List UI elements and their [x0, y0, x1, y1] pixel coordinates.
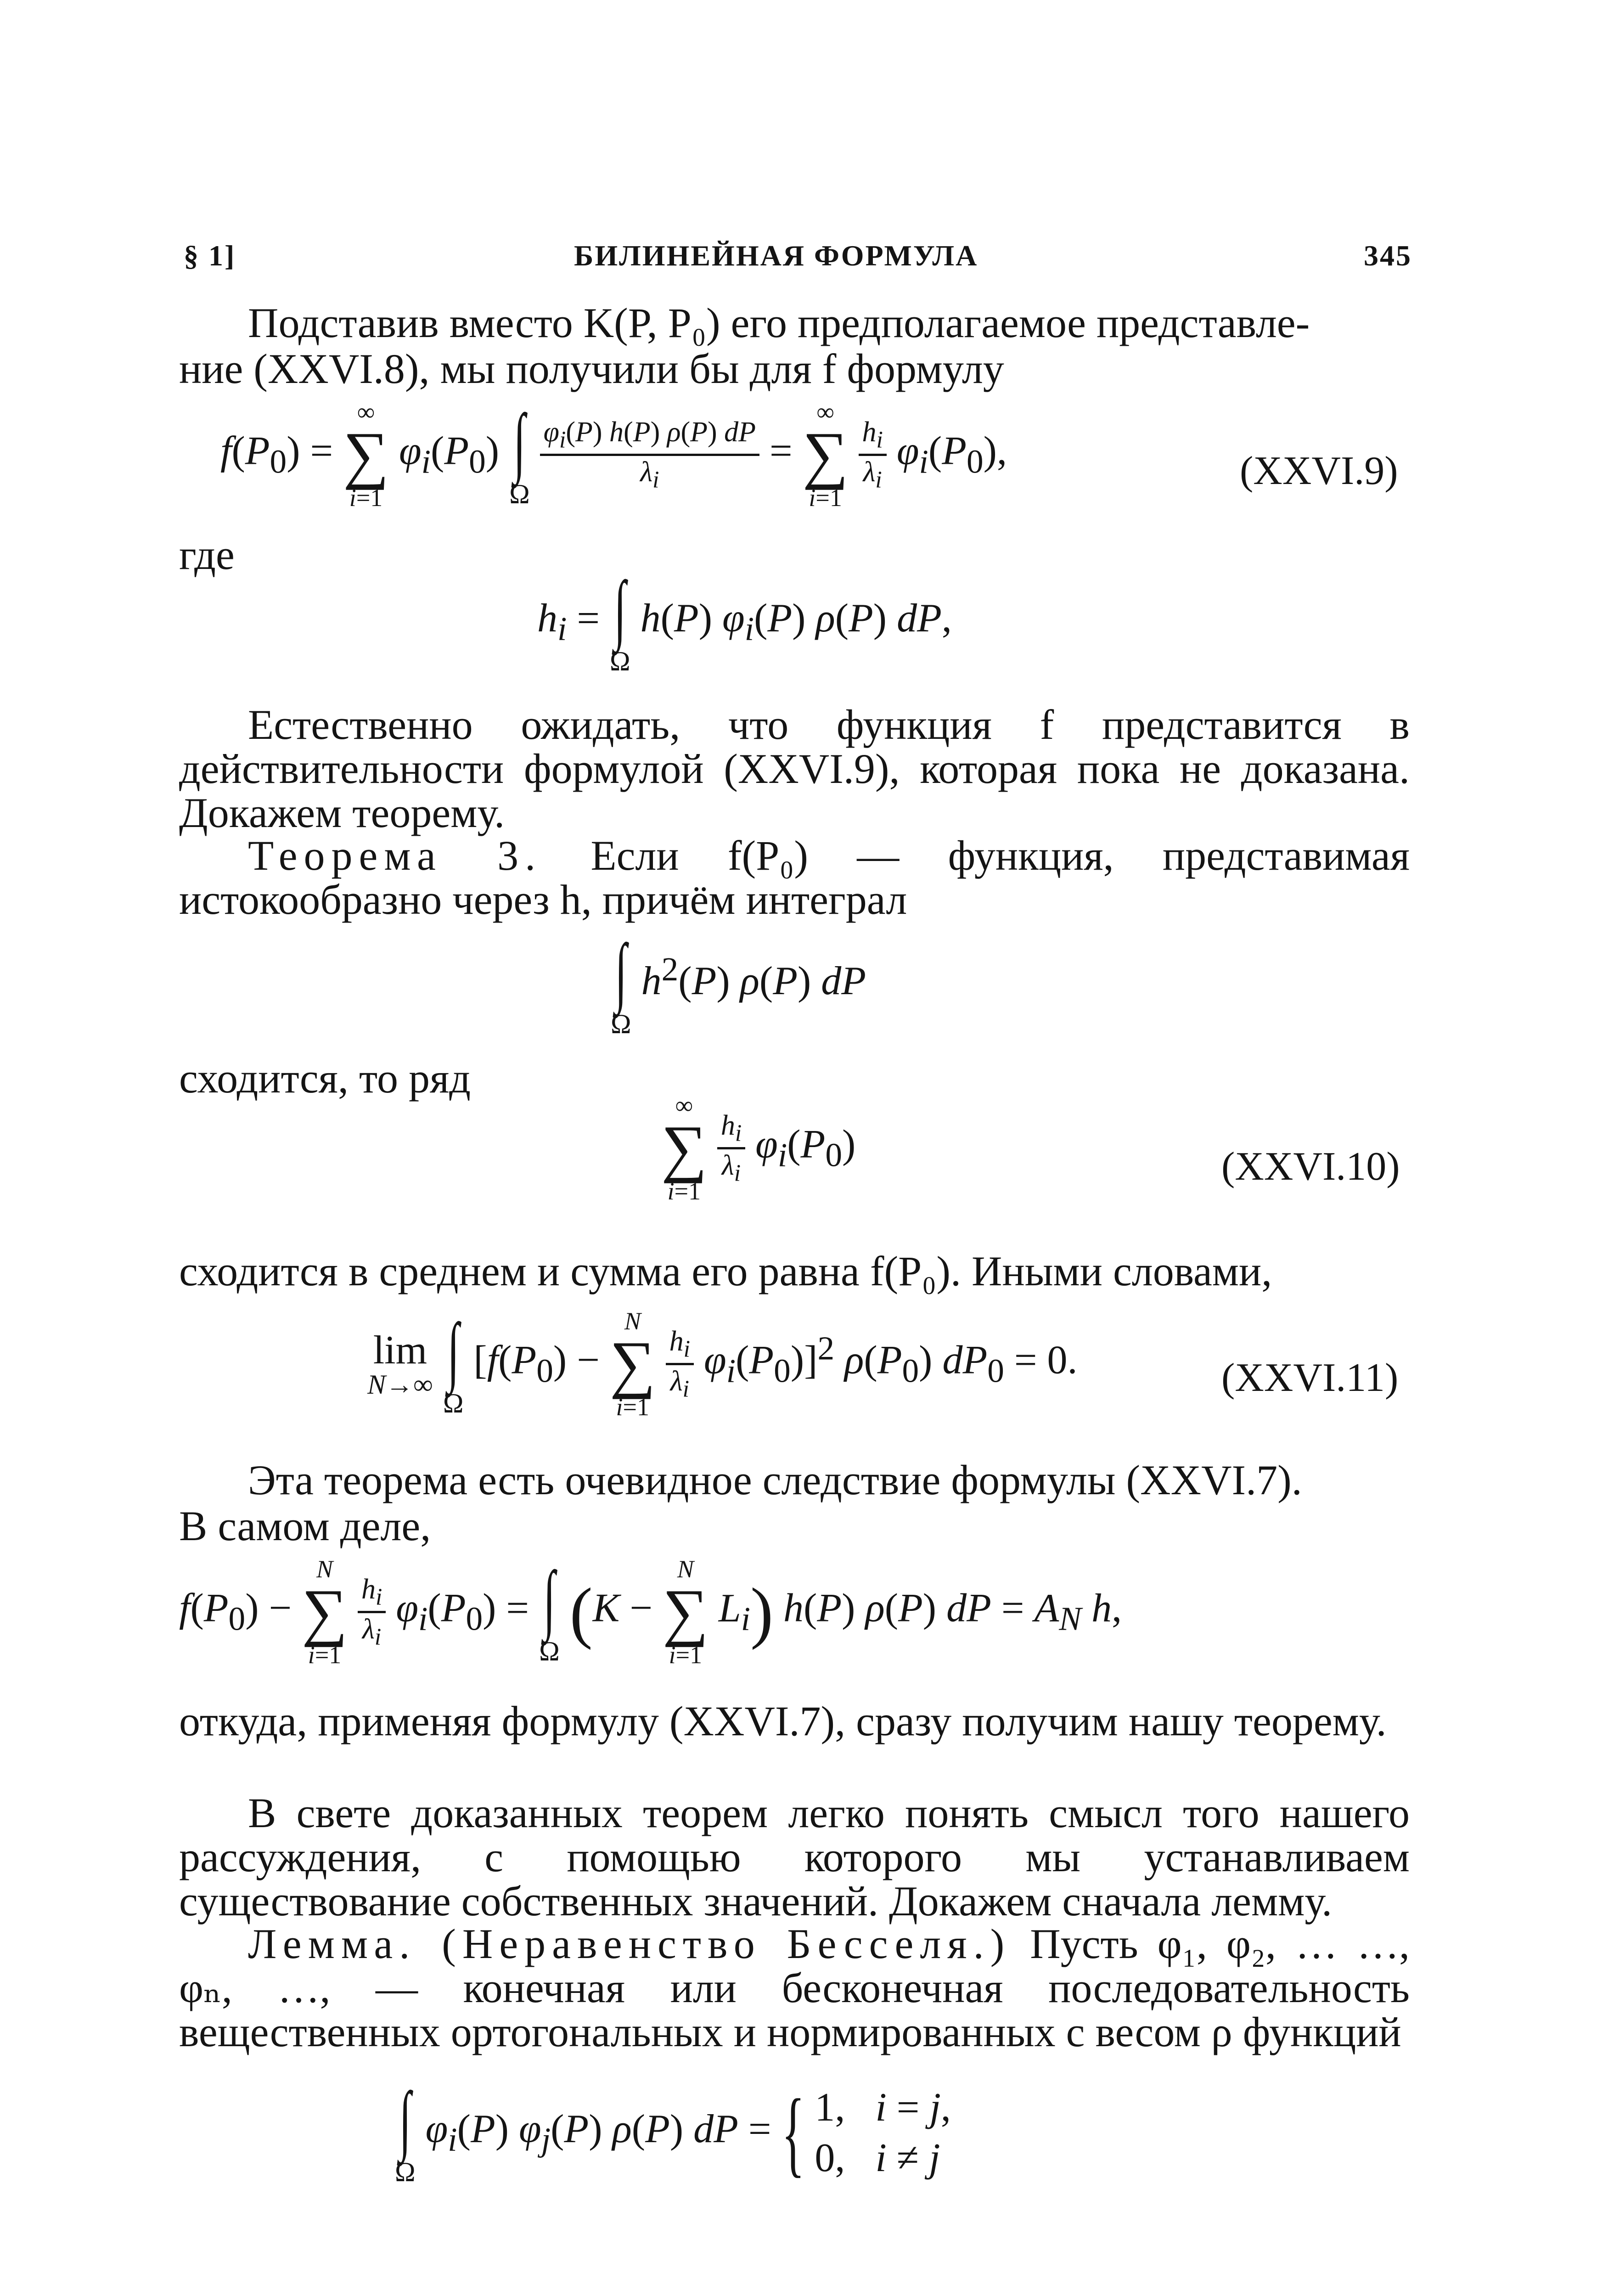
paragraph-4-line-2: В самом деле, — [179, 1503, 431, 1549]
equation-tag-xxvi-9: (XXVI.9) — [1240, 449, 1398, 493]
equation-tag-xxvi-10: (XXVI.10) — [1221, 1144, 1400, 1189]
equation-h-squared-integral: ∫ Ω $h^2(P)$ ρ(P) dP — [611, 928, 866, 1039]
equation-xxvi-9: $f(P_0)$ = ∞ ∑ i=1 $\varphi_i(P_0)$ ∫ Ω $\frac{\varphi_i(P) h(P) \rho(P) dP}{\lambda_i}$ = ∞ ∑ i=1 $\frac{h_i}{\lambda_i}$ $\varphi_i(P_0)$, — [220, 398, 1007, 512]
theorem-3 — [179, 833, 1410, 922]
equation-xxvi-11: lim N→∞ ∫ Ω [$f(P_0)$ − N ∑ i=1 $\frac{h_i}{\lambda_i}$ $\varphi_i(P_0)]^2$ $\rho(P_0) dP_0 = 0$. — [367, 1307, 1078, 1421]
equation-remainder: $f(P_0)$ − N ∑ i=1 $\frac{h_i}{\lambda_i}$ $\varphi_i(P_0)$ = ∫ Ω (K − N ∑ i=1 $L_i$) h(P) ρ(P) dP = $A_N$ h, — [179, 1555, 1122, 1669]
page-number: 345 — [1364, 239, 1412, 272]
lemma-text: Пусть φ₁, φ₂, … …, φₙ, …, — конечная или бесконечная последовательность вещественных ортогональных и нормированных с весом ρ функций — [179, 1920, 1410, 2055]
equation-h-i: $h_i$ = ∫ Ω h(P) $\varphi_i(P)$ ρ(P) dP, — [537, 565, 952, 676]
paragraph-6: В свете доказанных теорем легко понять смысл того нашего рассуждения, с помощью которого мы устанавливаем существование собственных значений. Докажем сначала лемму. — [179, 1790, 1410, 1925]
equation-xxvi-10: ∞ ∑ i=1 $\frac{h_i}{\lambda_i}$ $\varphi_i(P_0)$ — [661, 1092, 856, 1205]
paragraph-1-line-2: ние (XXVI.8), мы получили бы для f формулу — [179, 345, 1004, 392]
running-title: БИЛИНЕЙНАЯ ФОРМУЛА — [574, 239, 978, 272]
paragraph-5: откуда, применяя формулу (XXVI.7), сразу получим нашу теорему. — [179, 1698, 1387, 1745]
where-label: где — [179, 531, 235, 578]
section-marker: § 1] — [184, 239, 236, 272]
lemma — [179, 1922, 1410, 2054]
equation-orthonormality: ∫ Ω $\varphi_i(P)$ $\varphi_j(P)$ ρ(P) dP = { 1, i = j, 0, i ≠ j — [395, 2076, 951, 2187]
theorem-text: Если f(P₀) — функция, представимая истокообразно через h, причём интеграл — [179, 832, 1410, 923]
equation-tag-xxvi-11: (XXVI.11) — [1221, 1356, 1399, 1400]
lemma-label: Лемма. (Неравенство Бесселя.) — [248, 1920, 1011, 1967]
converges-label: сходится, то ряд — [179, 1055, 471, 1102]
paragraph-4-line-1: Эта теорема есть очевидное следствие формулы (XXVI.7). — [248, 1457, 1302, 1503]
paragraph-3: сходится в среднем и сумма его равна f(P₀). Иными словами, — [179, 1248, 1272, 1294]
paragraph-2: Естественно ожидать, что функция f представится в действительности формулой (XXVI.9), которая пока не доказана. Докажем теорему. — [179, 701, 1410, 836]
theorem-label: Теорема 3. — [248, 832, 542, 879]
paragraph-1-line-1: Подставив вместо K(P, P₀) его предполагаемое представле- — [248, 299, 1310, 346]
